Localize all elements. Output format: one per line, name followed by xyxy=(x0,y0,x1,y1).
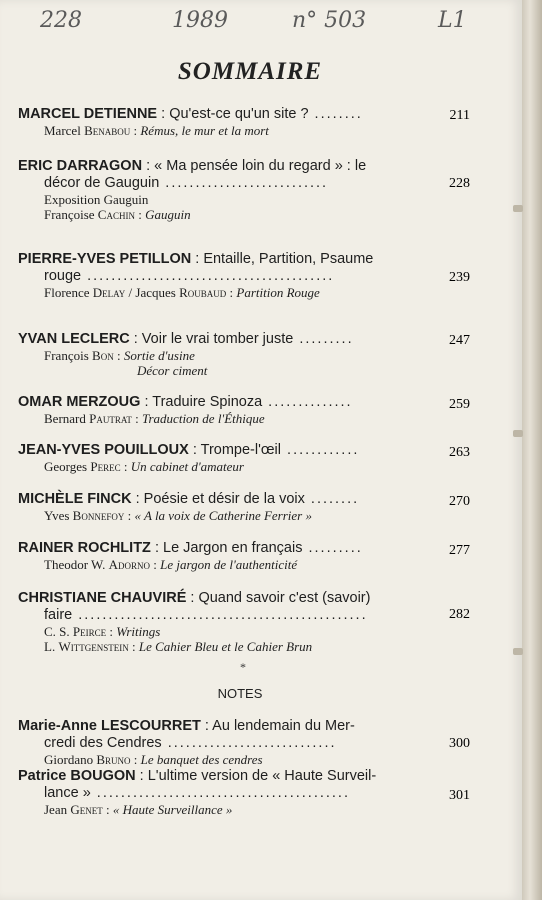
entry-title-cont: rouge xyxy=(44,268,82,284)
sub-work: Décor ciment xyxy=(137,363,208,378)
sub-first: Bernard xyxy=(44,411,90,426)
leader-dots: ......... xyxy=(302,540,363,556)
entry-title: : Traduire Spinoza xyxy=(140,394,263,410)
entry-title: : Quand savoir c'est (savoir) xyxy=(186,590,371,606)
entry-title: : Poésie et désir de la voix xyxy=(131,491,305,507)
sub-work: Traduction de l'Éthique xyxy=(141,411,265,426)
entry-author: CHRISTIANE CHAUVIRÉ xyxy=(18,590,187,606)
entry-author: Patrice BOUGON xyxy=(18,768,136,784)
sub-first: Marcel xyxy=(44,123,85,138)
leader-dots: ........ xyxy=(308,106,363,122)
entry-title: : Qu'est-ce qu'un site ? xyxy=(157,106,309,122)
sub-first: C. S. xyxy=(44,624,73,639)
sub-work: Le banquet des cendres xyxy=(140,752,263,767)
sub-sep: : xyxy=(134,207,146,222)
sub-sep: : xyxy=(102,802,113,817)
page-number: 270 xyxy=(449,494,470,509)
page-number: 247 xyxy=(449,333,470,348)
leader-dots: ............................ xyxy=(161,735,337,751)
sub-last: Adorno xyxy=(108,557,151,572)
sub-sep: : xyxy=(106,624,117,639)
sub-sep: : xyxy=(226,285,237,300)
entry-title: : Voir le vrai tomber juste xyxy=(129,331,294,347)
sub-sep: : xyxy=(150,557,161,572)
entry-title-cont: credi des Cendres xyxy=(44,735,162,751)
leader-dots: ......... xyxy=(293,331,354,347)
notes-heading: NOTES xyxy=(217,686,263,701)
leader-dots: .............. xyxy=(262,394,353,410)
sub-work: Le jargon de l'authenticité xyxy=(160,557,298,572)
sub-last: Pautrat xyxy=(89,411,132,426)
entry-author: PIERRE-YVES PETILLON xyxy=(18,251,192,267)
entry-author: RAINER ROCHLITZ xyxy=(18,540,151,556)
sub-first: Jean xyxy=(44,802,71,817)
sub-work: « Haute Surveillance » xyxy=(112,802,233,817)
leader-dots: ......................................... xyxy=(81,268,335,284)
leader-dots: .......................................... xyxy=(90,785,350,801)
sub-last: Benabou xyxy=(84,123,131,138)
sub-first: François xyxy=(44,348,93,363)
sub-sep: : xyxy=(130,123,141,138)
handwritten-mark: L1 xyxy=(438,8,467,33)
sub-first: Exposition Gauguin xyxy=(44,192,149,207)
entry-title: : Au lendemain du Mer- xyxy=(200,718,355,734)
page-title: SOMMAIRE xyxy=(177,58,323,85)
page-number: 263 xyxy=(449,445,470,460)
sub-last: Bon xyxy=(92,348,114,363)
sub-last: Peirce xyxy=(72,624,107,639)
sub-last: Delay xyxy=(92,285,126,300)
entry-title: : « Ma pensée loin du regard » : le xyxy=(142,158,367,174)
page-number: 228 xyxy=(449,176,470,191)
handwritten-year: 1989 xyxy=(172,8,228,33)
page-number: 211 xyxy=(449,108,470,123)
sub-first: Yves xyxy=(44,508,73,523)
sub-work: Rémus, le mur et la mort xyxy=(140,123,269,138)
sub-last: Perec xyxy=(90,459,121,474)
sub-work: Un cabinet d'amateur xyxy=(130,459,244,474)
entry-author: ERIC DARRAGON xyxy=(18,158,143,174)
sub-last: Cachin xyxy=(97,207,135,222)
sub-work: « A la voix de Catherine Ferrier » xyxy=(134,508,312,523)
leader-dots: ............ xyxy=(281,442,360,458)
sub-sep: : xyxy=(120,459,131,474)
entry-title: : Entaille, Partition, Psaume xyxy=(191,251,374,267)
entry-author: JEAN-YVES POUILLOUX xyxy=(18,442,189,458)
sub-first: Françoise xyxy=(44,207,98,222)
sub-first: Theodor W. xyxy=(44,557,109,572)
entry-title: : Le Jargon en français xyxy=(150,540,303,556)
entry-author: YVAN LECLERC xyxy=(18,331,130,347)
page-number: 259 xyxy=(449,397,470,412)
page-number: 301 xyxy=(449,788,470,803)
page-number: 277 xyxy=(449,543,470,558)
sub-last: Bruno xyxy=(96,752,131,767)
handwritten-issue: n° 503 xyxy=(292,8,367,33)
page-number: 239 xyxy=(449,270,470,285)
sub-work: Sortie d'usine xyxy=(123,348,195,363)
entry-author: MARCEL DETIENNE xyxy=(18,106,158,122)
page-number: 282 xyxy=(449,607,470,622)
sub-work: Partition Rouge xyxy=(236,285,320,300)
entry-author: OMAR MERZOUG xyxy=(18,394,141,410)
sub-last: Roubaud xyxy=(179,285,227,300)
entry-author: MICHÈLE FINCK xyxy=(18,491,132,507)
entry-title-cont: décor de Gauguin xyxy=(44,175,160,191)
sub-first: L. xyxy=(44,639,59,654)
entry-title-cont: faire xyxy=(44,607,73,623)
sub-work: Le Cahier Bleu et le Cahier Brun xyxy=(138,639,313,654)
entry-author: Marie-Anne LESCOURRET xyxy=(18,718,201,734)
book-spine-edge xyxy=(522,0,542,900)
binding-hole xyxy=(513,430,523,437)
sub-sep: : xyxy=(113,348,124,363)
sub-work: Writings xyxy=(116,624,161,639)
leader-dots: ................................................ xyxy=(72,607,368,623)
section-separator: * xyxy=(240,660,246,674)
sub-first: Giordano xyxy=(44,752,97,767)
binding-hole xyxy=(513,205,523,212)
sub-last: Wittgenstein xyxy=(58,639,129,654)
sub-sep: : xyxy=(131,411,142,426)
entry-title: : Trompe-l'œil xyxy=(188,442,282,458)
sub-sep: : xyxy=(124,508,135,523)
leader-dots: ........ xyxy=(304,491,360,507)
sub-first: Florence xyxy=(44,285,93,300)
sub-sep: / Jacques xyxy=(125,285,180,300)
sub-last: Bonnefoy xyxy=(72,508,125,523)
sub-first: Georges xyxy=(44,459,91,474)
binding-hole xyxy=(513,648,523,655)
leader-dots: ........................... xyxy=(159,175,329,191)
entry-title-cont: lance » xyxy=(44,785,91,801)
sub-sep: : xyxy=(128,639,139,654)
entry-title: : L'ultime version de « Haute Surveil- xyxy=(135,768,377,784)
handwritten-number: 228 xyxy=(40,8,82,33)
sub-last: Genet xyxy=(70,802,103,817)
sub-sep: : xyxy=(130,752,141,767)
page-number: 300 xyxy=(449,736,470,751)
sub-work: Gauguin xyxy=(145,207,191,222)
